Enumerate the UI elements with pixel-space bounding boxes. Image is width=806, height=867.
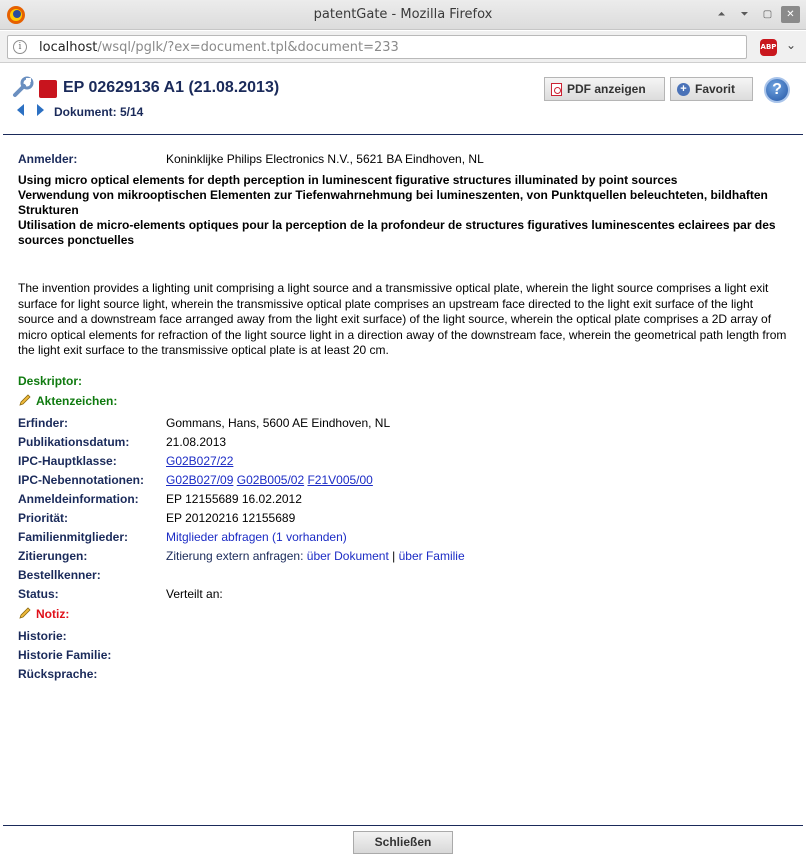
window-titlebar bbox=[0, 0, 806, 30]
ipc-main-label: IPC-Hauptklasse: bbox=[18, 454, 117, 468]
url-bar[interactable] bbox=[7, 35, 747, 59]
prev-document-icon[interactable] bbox=[17, 104, 24, 116]
ipc-side-row bbox=[18, 473, 373, 487]
plus-icon: + bbox=[677, 83, 690, 96]
ruecksprache-row bbox=[18, 667, 166, 681]
page-content bbox=[0, 64, 806, 867]
erfinder-label: Erfinder: bbox=[18, 416, 69, 430]
url-path: /wsql/pglk/?ex=document.tpl&document=233 bbox=[97, 40, 399, 55]
pubdate-label: Publikationsdatum: bbox=[18, 435, 130, 449]
descriptor-label: Deskriptor: bbox=[18, 374, 83, 388]
familie-label: Familienmitglieder: bbox=[18, 530, 129, 544]
aktenzeichen-label: Aktenzeichen: bbox=[36, 394, 118, 408]
ipc-side-link[interactable]: F21V005/00 bbox=[307, 473, 373, 487]
wrench-icon[interactable] bbox=[12, 76, 34, 98]
window-controls bbox=[712, 6, 800, 23]
window-down-button[interactable]: ⏷ bbox=[740, 9, 749, 20]
title-en: Using micro optical elements for depth perception in luminescent figurative structures illuminated by point sources bbox=[18, 173, 678, 187]
patent-titles bbox=[18, 173, 788, 248]
aktenzeichen-row[interactable] bbox=[18, 393, 117, 408]
historie-label: Historie: bbox=[18, 629, 67, 643]
zitierung-dokument-link[interactable]: über Dokument bbox=[306, 549, 389, 563]
url-host: localhost bbox=[39, 40, 98, 55]
prioritaet-row bbox=[18, 511, 295, 525]
applicant-label: Anmelder: bbox=[18, 152, 78, 166]
divider bbox=[3, 134, 803, 135]
abstract: The invention provides a lighting unit comprising a light source and a transmissive optical plate, wherein the light source comprises a light exit surface for light source light, wherein the transmissive optical plate comprises an upstream face directed to the light exit surface of the light source and a downstream face arranged away from the light exit surface) of the light source, wherein the optical plate comprises a 2D array of micro optical elements for refraction of the light source light in a direction away of the downstream face, wherein the geometrical path length from the light exit surface to the transmissive optical plate is at least 20 cm. bbox=[18, 281, 787, 357]
anmeldeinfo-value: EP 12155689 16.02.2012 bbox=[166, 492, 302, 506]
applicant-value: Koninklijke Philips Electronics N.V., 5621 BA Eindhoven, NL bbox=[166, 152, 484, 166]
close-button[interactable]: Schließen bbox=[353, 831, 453, 854]
pencil-icon[interactable] bbox=[18, 606, 32, 620]
ipc-main-row bbox=[18, 454, 233, 468]
bestellkenner-row bbox=[18, 568, 166, 582]
ipc-main-link[interactable]: G02B027/22 bbox=[166, 454, 234, 468]
anmeldeinfo-row bbox=[18, 492, 302, 506]
status-label: Status: bbox=[18, 587, 59, 601]
document-title: EP 02629136 A1 (21.08.2013) bbox=[63, 79, 280, 96]
window-close-button[interactable]: ✕ bbox=[781, 6, 800, 23]
historie-row bbox=[18, 629, 166, 643]
zitierung-familie-link[interactable]: über Familie bbox=[398, 549, 465, 563]
help-icon[interactable]: ? bbox=[764, 77, 790, 103]
prioritaet-label: Priorität: bbox=[18, 511, 69, 525]
zitierung-separator: | bbox=[392, 549, 396, 563]
epo-logo-icon bbox=[39, 80, 57, 98]
favorite-button[interactable] bbox=[670, 77, 753, 101]
ruecksprache-label: Rücksprache: bbox=[18, 667, 98, 681]
title-de: Verwendung von mikrooptischen Elementen zur Tiefenwahrnehmung bei lumineszenten, von Punktquellen beleuchteten, bildhaften Strukturen bbox=[18, 188, 768, 217]
bestellkenner-label: Bestellkenner: bbox=[18, 568, 101, 582]
adblock-icon[interactable]: ABP bbox=[760, 39, 777, 56]
zitierungen-row bbox=[18, 549, 465, 563]
document-counter: Dokument: 5/14 bbox=[54, 105, 144, 119]
familie-row bbox=[18, 530, 347, 544]
info-icon[interactable]: i bbox=[13, 40, 27, 54]
applicant-row bbox=[18, 152, 484, 166]
url-text[interactable] bbox=[39, 40, 399, 55]
chevron-down-icon[interactable]: ⌄ bbox=[786, 38, 797, 52]
ipc-side-label: IPC-Nebennotationen: bbox=[18, 473, 144, 487]
window-title: patentGate - Mozilla Firefox bbox=[313, 7, 493, 22]
favorite-button-label: Favorit bbox=[695, 82, 736, 96]
title-fr: Utilisation de micro-elements optiques pour la perception de la profondeur de structures figuratives luminescentes eclairees par des sources ponctuelles bbox=[18, 218, 776, 247]
erfinder-row bbox=[18, 416, 390, 430]
ipc-side-link[interactable]: G02B005/02 bbox=[236, 473, 305, 487]
window-maximize-button[interactable]: ▢ bbox=[762, 9, 773, 20]
zitierungen-label: Zitierungen: bbox=[18, 549, 88, 563]
pdf-button-label: PDF anzeigen bbox=[567, 82, 646, 96]
familie-link[interactable]: Mitglieder abfragen (1 vorhanden) bbox=[166, 530, 347, 544]
next-document-icon[interactable] bbox=[37, 104, 44, 116]
pubdate-row bbox=[18, 435, 226, 449]
prioritaet-value: EP 20120216 12155689 bbox=[166, 511, 296, 525]
anmeldeinfo-label: Anmeldeinformation: bbox=[18, 492, 139, 506]
pdf-button[interactable] bbox=[544, 77, 665, 101]
window-up-button[interactable]: ⏶ bbox=[717, 9, 726, 20]
erfinder-value: Gommans, Hans, 5600 AE Eindhoven, NL bbox=[166, 416, 391, 430]
pdf-icon bbox=[551, 83, 562, 96]
browser-navbar bbox=[0, 31, 806, 63]
zitierungen-prefix: Zitierung extern anfragen: bbox=[166, 549, 304, 563]
footer-divider bbox=[3, 825, 803, 826]
pencil-icon[interactable] bbox=[18, 393, 32, 407]
status-value: Verteilt an: bbox=[166, 587, 223, 601]
historie-familie-label: Historie Familie: bbox=[18, 648, 112, 662]
status-row bbox=[18, 587, 223, 601]
historie-familie-row bbox=[18, 648, 166, 662]
notiz-row[interactable] bbox=[18, 606, 69, 621]
notiz-label: Notiz: bbox=[36, 607, 70, 621]
ipc-side-link[interactable]: G02B027/09 bbox=[166, 473, 234, 487]
pubdate-value: 21.08.2013 bbox=[166, 435, 227, 449]
